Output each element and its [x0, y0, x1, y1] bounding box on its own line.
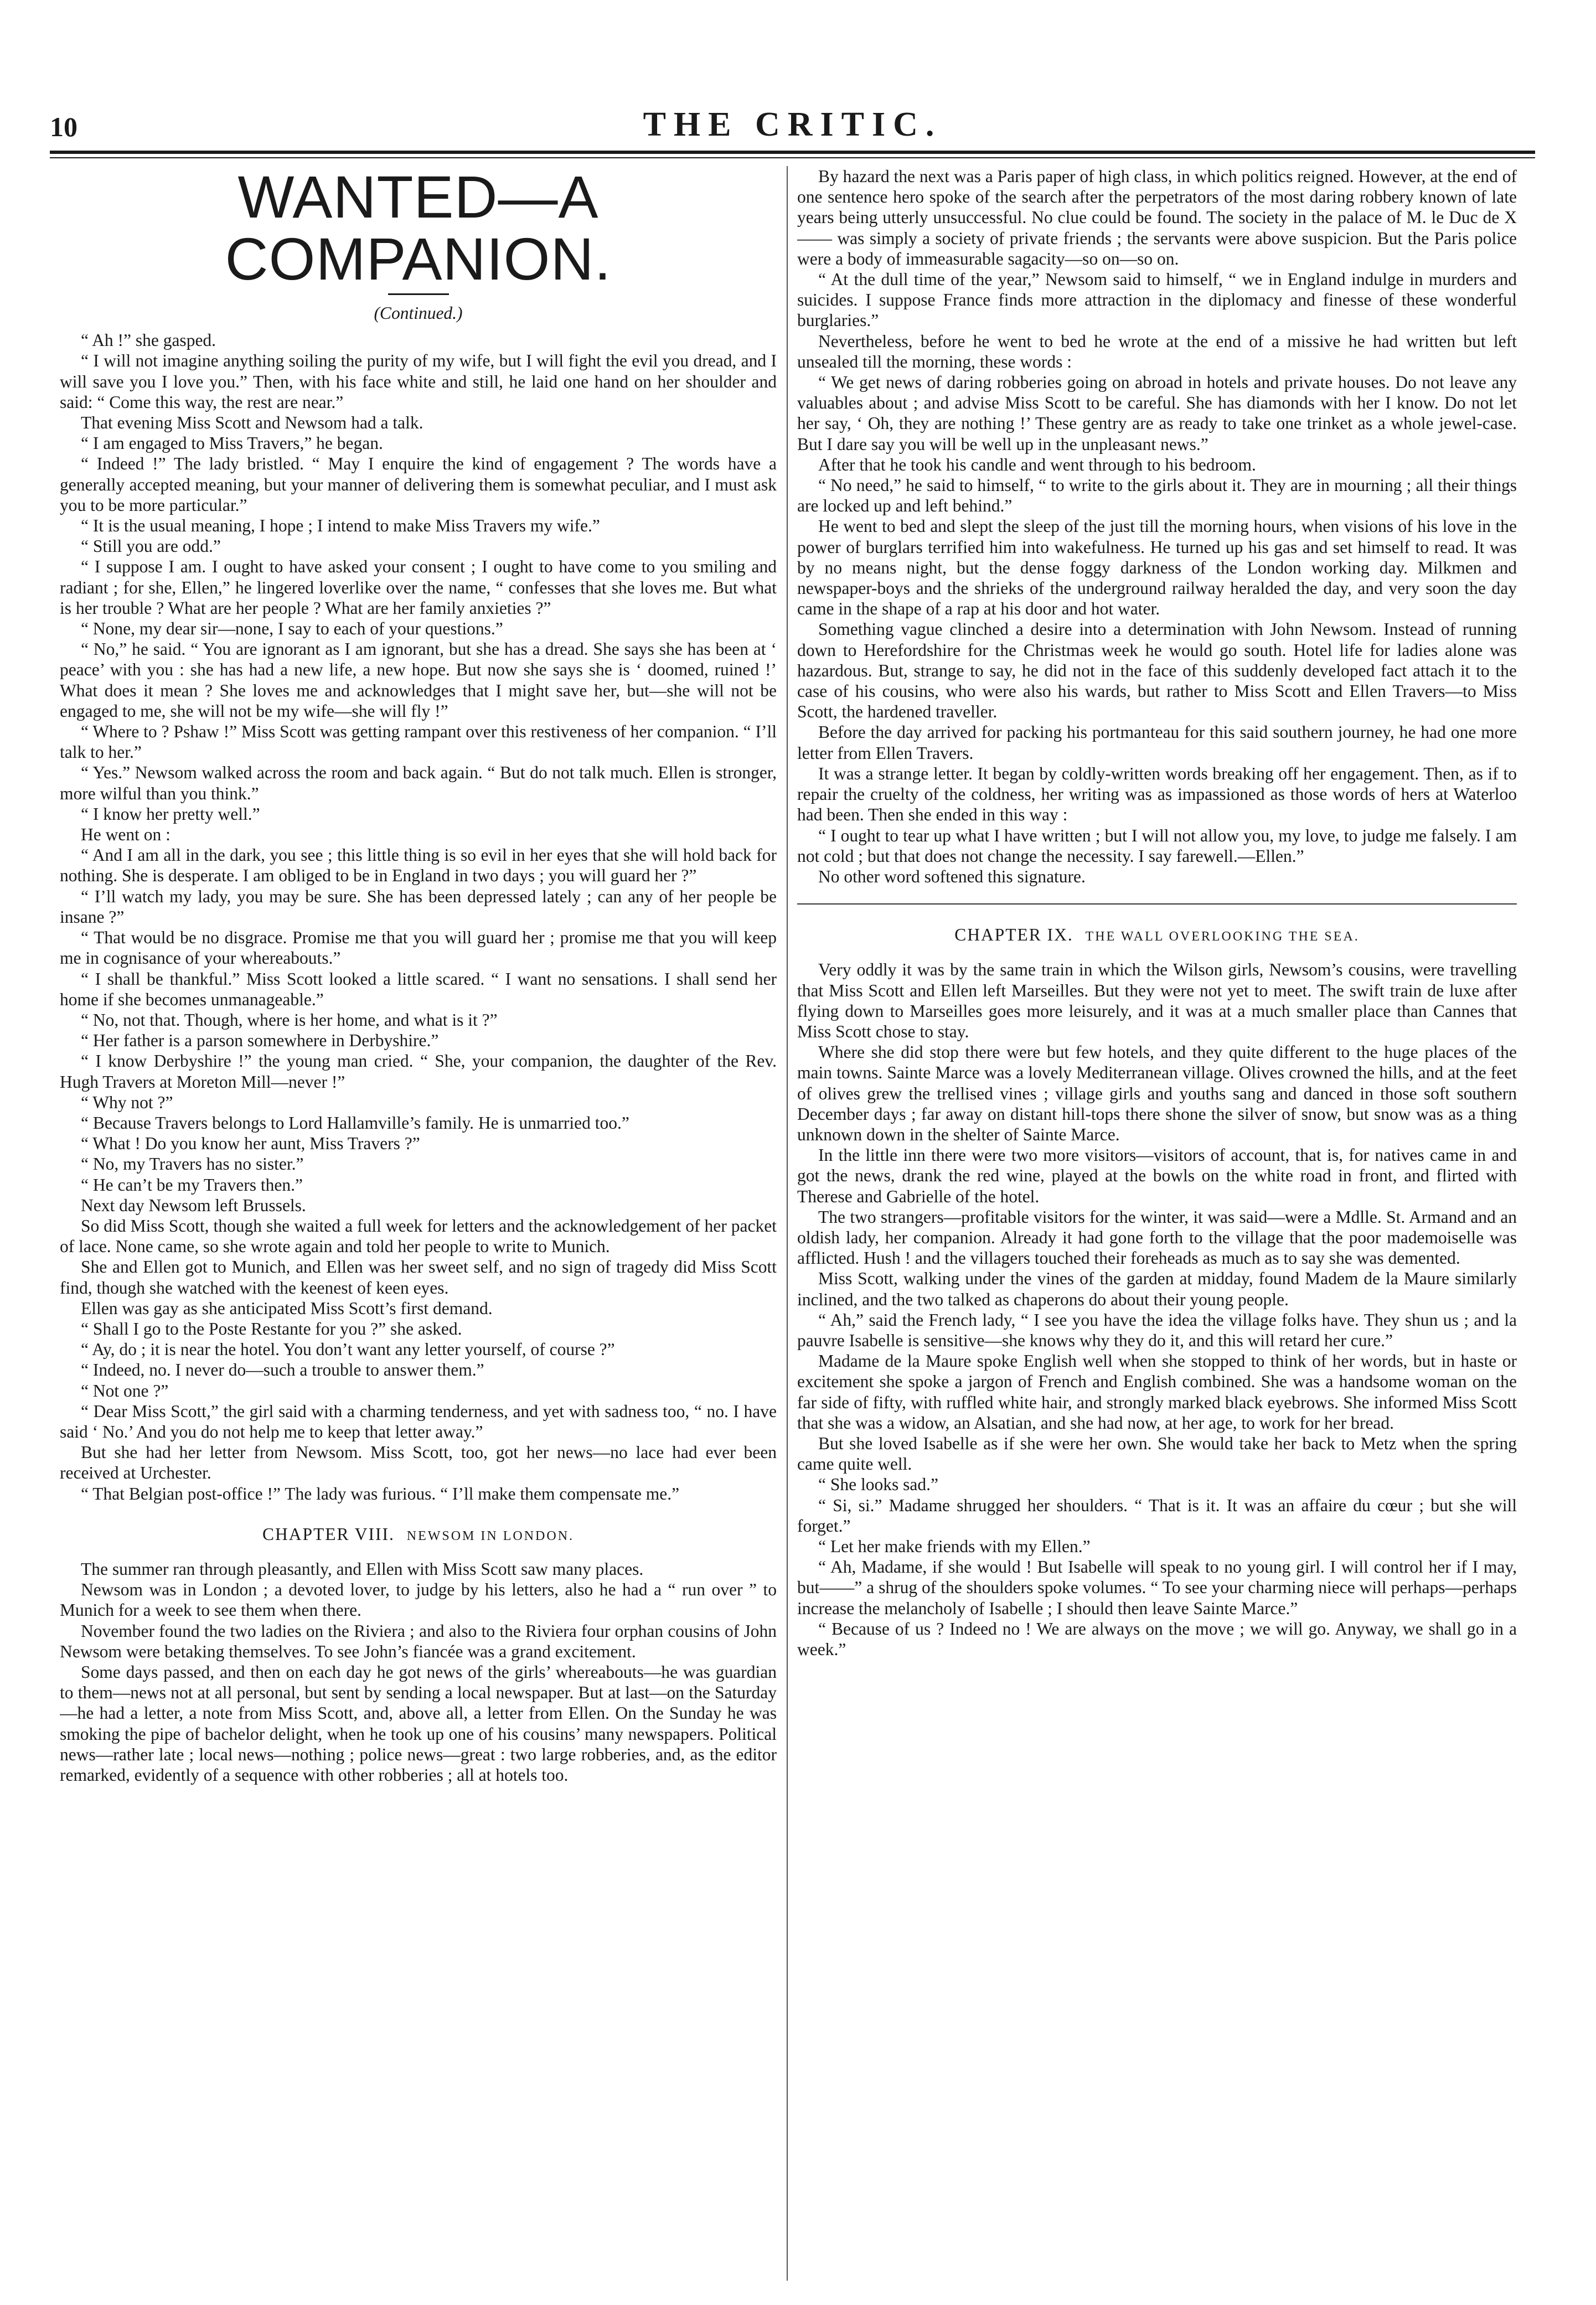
paragraph: “ What ! Do you know her aunt, Miss Travers ?” [81, 1134, 420, 1154]
right-paragraphs-a [797, 166, 1517, 887]
paragraph: “ I suppose I am. I ought to have asked your consent ; I ought to have come to you smiling and radiant ; for she, Ellen,” he lingered loverlike over the name, “ confesses that she loves me. But what is her trouble ? What are her people ? What are her family anxieties ?” [60, 557, 777, 618]
paragraph: “ Indeed, no. I never do—such a trouble to answer them.” [81, 1360, 484, 1380]
paragraph: Very oddly it was by the same train in which the Wilson girls, Newsom’s cousins, were travelling that Miss Scott and Ellen left Marseilles. But they were not yet to meet. The swift train de luxe after flying down to Marseilles goes more leisurely, and it was at a much smaller place than Cannes that Miss Scott chose to stay. [797, 960, 1517, 1041]
paragraph: Nevertheless, before he went to bed he wrote at the end of a missive he had written but left unsealed till the morning, these words : [797, 331, 1517, 371]
paragraph: By hazard the next was a Paris paper of high class, in which politics reigned. However, at the end of one sentence hero spoke of the search after the perpetrators of the most daring robbery known of late years being utterly unsuccessful. No clue could be found. The society in the palace of M. le Duc de X—— was simply a society of private friends ; the servants were above suspicion. But the Paris police were a body of immeasurable sagacity—so on—so on. [797, 167, 1517, 268]
paragraph: After that he took his candle and went through to his bedroom. [818, 454, 1256, 474]
left-paragraphs-a [60, 330, 777, 1504]
section-divider [797, 903, 1517, 905]
paragraph: In the little inn there were two more visitors—visitors of account, that is, for natives came in and got the news, drank the red wine, played at the bowls on the white road in front, and flirted with Therese and Gabrielle of the hotel. [797, 1145, 1517, 1206]
paragraph: Miss Scott, walking under the vines of the garden at midday, found Madem de la Maure similarly inclined, and the two talked as chaperons do about their young people. [797, 1269, 1517, 1309]
header-rule [50, 151, 1535, 154]
chapter-viii-heading [60, 1524, 777, 1547]
right-paragraphs-b [797, 959, 1517, 1660]
continued-note: (Continued.) [374, 303, 463, 323]
paragraph: “ She looks sad.” [818, 1475, 938, 1495]
paragraph: Some days passed, and then on each day he got news of the girls’ whereabouts—he was guardian to them—news not at all personal, but sent by sending a local newspaper. But at last—on the Saturday—he had a letter, a note from Miss Scott, and, above all, a letter from Ellen. On the Sunday he was smoking the pipe of bachelor delight, when he took up one of his cousins’ many newspapers. Political news—rather late ; local news—nothing ; police news—great : two large robberies, and, as the editor remarked, evidently of a sequence with other robberies ; all at hotels too. [60, 1662, 777, 1785]
paragraph: “ And I am all in the dark, you see ; this little thing is so evil in her eyes that she will hold back for nothing. She is desperate. I am obliged to be in England in two days ; you will guard her ?” [60, 845, 777, 886]
left-column [60, 166, 777, 2281]
paragraph: “ We get news of daring robberies going on abroad in hotels and private houses. Do not leave any valuables about ; and advise Miss Scott to be careful. She has diamonds with her I know. Do not let her say, ‘ Oh, they are nothing !’ These gentry are as ready to take one trinket as a whole jewel-case. But I dare say you will be well up in the unpleasant news.” [797, 373, 1517, 454]
paragraph: “ Dear Miss Scott,” the girl said with a charming tenderness, and yet with sadness too, “ no. I have said ‘ No.’ And you do not help me to keep that letter away.” [60, 1401, 777, 1441]
paragraph: “ Si, si.” Madame shrugged her shoulders. “ That is it. It was an affaire du cœur ; but she will forget.” [797, 1495, 1517, 1536]
paragraph: “ I know her pretty well.” [81, 804, 260, 824]
right-column [797, 166, 1517, 2281]
paragraph: “ That would be no disgrace. Promise me that you will guard her ; promise me that you will keep me in cognisance of your whereabouts.” [60, 928, 777, 968]
paragraph: “ Indeed !” The lady bristled. “ May I enquire the kind of engagement ? The words have a generally accepted meaning, but your manner of delivering them is somewhat peculiar, and I must ask you to be more particular.” [60, 454, 777, 515]
paragraph: “ Where to ? Pshaw !” Miss Scott was getting rampant over this restiveness of her companion. “ I’ll talk to her.” [60, 722, 777, 762]
paragraph: “ Yes.” Newsom walked across the room and back again. “ But do not talk much. Ellen is stronger, more wilful than you think.” [60, 763, 777, 803]
paragraph: Ellen was gay as she anticipated Miss Scott’s first demand. [81, 1298, 493, 1318]
paragraph: Where she did stop there were but few hotels, and they quite different to the huge places of the main towns. Sainte Marce was a lovely Mediterranean village. Olives crowned the hills, and at the feet of olives grew the trellised vines ; village girls and youths sang and danced in those soft southern December days ; far away on distant hill-tops there shone the silver of snow, but snow was as a thing unknown down in the shelter of Sainte Marce. [797, 1042, 1517, 1144]
paragraph: “ That Belgian post-office !” The lady was furious. “ I’ll make them compensate me.” [81, 1484, 680, 1503]
paragraph: “ Her father is a parson somewhere in Derbyshire.” [81, 1031, 439, 1051]
masthead: THE CRITIC. [643, 106, 942, 143]
page-number: 10 [50, 111, 78, 142]
page-header [50, 105, 1535, 149]
paragraph: The summer ran through pleasantly, and Ellen with Miss Scott saw many places. [81, 1559, 644, 1579]
paragraph: “ Not one ?” [81, 1381, 169, 1400]
left-paragraphs-b [60, 1559, 777, 1785]
paragraph: The two strangers—profitable visitors for the winter, it was said—were a Mdlle. St. Armand and an oldish lady, her companion. Already it had gone forth to the village that the poor mademoiselle was afflicted. Hush ! and the villagers touched their foreheads as much as to say she was demented. [797, 1207, 1517, 1268]
paragraph: “ No need,” he said to himself, “ to write to the girls about it. They are in mourning ; all their things are locked up and left behind.” [797, 476, 1517, 516]
paragraph: “ Ah !” she gasped. [81, 330, 216, 350]
paragraph: “ No, not that. Though, where is her home, and what is it ?” [81, 1010, 498, 1030]
paragraph: November found the two ladies on the Riviera ; and also to the Riviera four orphan cousins of John Newsom were betaking themselves. To see John’s fiancée was a grand excitement. [60, 1621, 777, 1661]
paragraph: “ I ought to tear up what I have written ; but I will not allow you, my love, to judge me falsely. I am not cold ; but that does not change the necessity. I say farewell.—Ellen.” [797, 825, 1517, 866]
paragraph: That evening Miss Scott and Newsom had a talk. [81, 413, 423, 433]
paragraph: “ No,” he said. “ You are ignorant as I am ignorant, but she has a dread. She says she has been at ‘ peace’ with you : she has had a new life, a new hope. But now she says she is ‘ doomed, ruined !’ What does it mean ? She loves me and acknowledges that I might save her, but—she will not be engaged to me, she will not be my wife—she will fly !” [60, 639, 777, 721]
paragraph: “ I shall be thankful.” Miss Scott looked a little scared. “ I want no sensations. I shall send her home if she becomes unmanageable.” [60, 969, 777, 1009]
paragraph: “ Still you are odd.” [81, 536, 221, 556]
header-rule-thin [50, 157, 1535, 158]
paragraph: “ No, my Travers has no sister.” [81, 1154, 304, 1174]
title-rule [388, 293, 449, 295]
paragraph: No other word softened this signature. [818, 866, 1086, 886]
chapter-viii-number: CHAPTER VIII. [262, 1524, 395, 1544]
paragraph: Something vague clinched a desire into a determination with John Newsom. Instead of running down to Herefordshire for the Christmas week he would go south. Hotel life for ladies alone was hazardous. But, strange to say, he did not in the face of this suddenly developed fact attach it to the case of his cousins, who were also his wards, but rather to Miss Scott and Ellen Travers—to Miss Scott, the hardened traveller. [797, 619, 1517, 722]
paragraph: But she had her letter from Newsom. Miss Scott, too, got her news—no lace had ever been received at Urchester. [60, 1443, 777, 1483]
paragraph: Madame de la Maure spoke English well when she stopped to think of her words, but in haste or excitement she spoke a jargon of French and English combined. She was a handsome woman on the far side of fifty, with ruffled white hair, and strongly marked black eyebrows. She informed Miss Scott that she was a widow, an Alsatian, and she had now, at her age, to work for her bread. [797, 1351, 1517, 1433]
paragraph: “ I’ll watch my lady, you may be sure. She has been depressed lately ; can any of her people be insane ?” [60, 886, 777, 927]
paragraph: “ Why not ?” [81, 1092, 173, 1112]
paragraph: “ Ah, Madame, if she would ! But Isabelle will speak to no young girl. I will control her if I may, but——” a shrug of the shoulders spoke volumes. “ To see your charming niece will perhaps—perhaps increase the melancholy of Isabelle ; I should then leave Sainte Marce.” [797, 1557, 1517, 1618]
paragraph: “ He can’t be my Travers then.” [81, 1175, 303, 1195]
paragraph: She and Ellen got to Munich, and Ellen was her sweet self, and no sign of tragedy did Miss Scott find, though she watched with the keenest of keen eyes. [60, 1257, 777, 1298]
paragraph: “ I know Derbyshire !” the young man cried. “ She, your companion, the daughter of the Rev. Hugh Travers at Moreton Mill—never !” [60, 1051, 777, 1092]
chapter-viii-subtitle: NEWSOM IN LONDON. [406, 1528, 575, 1543]
paragraph: Newsom was in London ; a devoted lover, to judge by his letters, also he had a “ run over ” to Munich for a week to see them when there. [60, 1580, 777, 1620]
paragraph: But she loved Isabelle as if she were her own. She would take her back to Metz when the spring came quite well. [797, 1433, 1517, 1474]
story-title: WANTED—A COMPANION. [225, 166, 612, 292]
paragraph: He went to bed and slept the sleep of the just till the morning hours, when visions of his love in the power of burglars terrified him into wakefulness. He turned up his gas and set himself to read. It was by no means night, but the dense foggy darkness of the London working day. Milkmen and newspaper-boys and the shrieks of the underground railway heralded the day, and very soon the day came in the shape of a rap at his door and hot water. [797, 516, 1517, 619]
paragraph: “ At the dull time of the year,” Newsom said to himself, “ we in England indulge in murders and suicides. I suppose France finds more attraction in the diplomacy and finesse of these wonderful burglaries.” [797, 270, 1517, 330]
paragraph: He went on : [81, 825, 171, 845]
chapter-ix-heading [797, 924, 1517, 947]
paragraph: It was a strange letter. It began by coldly-written words breaking off her engagement. Then, as if to repair the cruelty of the coldness, her writing was as impassioned as those words of hers at Waterloo had been. Then she ended in this way : [797, 763, 1517, 825]
paragraph: “ Ay, do ; it is near the hotel. You don’t want any letter yourself, of course ?” [81, 1340, 615, 1360]
paragraph: “ Let her make friends with my Ellen.” [818, 1537, 1091, 1556]
paragraph: “ Because of us ? Indeed no ! We are always on the move ; we will go. Anyway, we shall go in a week.” [797, 1619, 1517, 1660]
paragraph: “ I am engaged to Miss Travers,” he began. [81, 433, 383, 453]
paragraph: Before the day arrived for packing his portmanteau for this said southern journey, he had one more letter from Ellen Travers. [797, 722, 1517, 763]
paragraph: “ Because Travers belongs to Lord Hallamville’s family. He is unmarried too.” [81, 1113, 629, 1133]
chapter-ix-subtitle: THE WALL OVERLOOKING THE SEA. [1085, 929, 1360, 944]
paragraph: “ I will not imagine anything soiling the purity of my wife, but I will fight the evil you dread, and I will save you I love you.” Then, with his face white and still, he laid one hand on her shoulder and said: “ Come this way, the rest are near.” [60, 351, 777, 412]
paragraph: “ Shall I go to the Poste Restante for you ?” she asked. [81, 1319, 462, 1338]
paragraph: So did Miss Scott, though she waited a full week for letters and the acknowledgement of her packet of lace. None came, so she wrote again and told her people to write to Munich. [60, 1216, 777, 1257]
column-gutter-rule [787, 166, 788, 2281]
paragraph: “ It is the usual meaning, I hope ; I intend to make Miss Travers my wife.” [81, 516, 600, 536]
paragraph: “ Ah,” said the French lady, “ I see you have the idea the village folks have. They shun us ; and la pauvre Isabelle is sensitive—she knows why they do it, and this will retard her cure.” [797, 1310, 1517, 1350]
paragraph: “ None, my dear sir—none, I say to each of your questions.” [81, 619, 503, 639]
chapter-ix-number: CHAPTER IX. [954, 925, 1073, 945]
paragraph: Next day Newsom left Brussels. [81, 1195, 306, 1215]
